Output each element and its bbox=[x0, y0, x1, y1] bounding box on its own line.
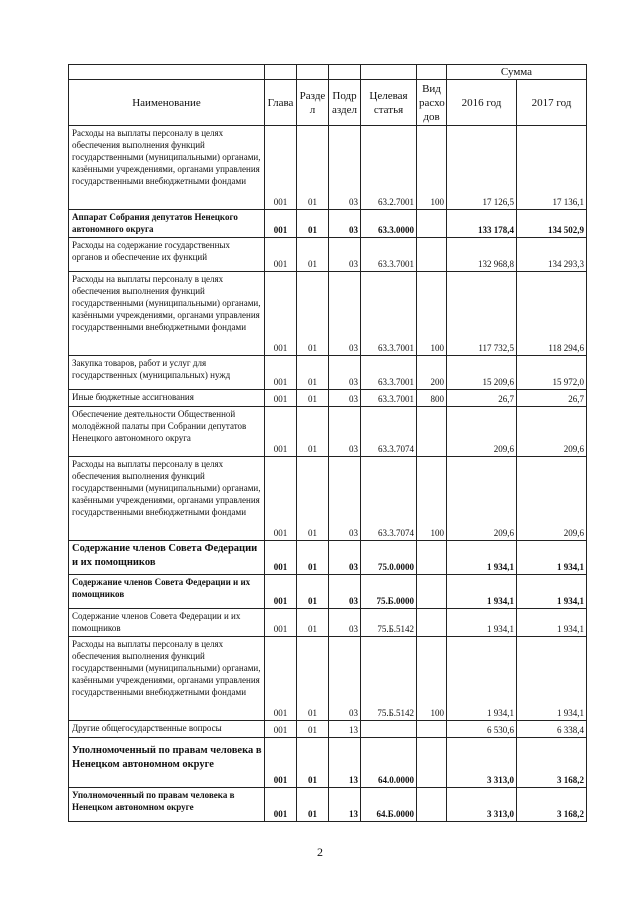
row-vid: 100 bbox=[417, 272, 447, 356]
table-row bbox=[69, 637, 587, 721]
row-podrazdel: 03 bbox=[329, 541, 361, 575]
row-2017: 1 934,1 bbox=[517, 609, 587, 637]
row-2016: 3 313,0 bbox=[447, 788, 517, 822]
table-row bbox=[69, 609, 587, 637]
row-2016: 1 934,1 bbox=[447, 637, 517, 721]
row-tselevaya: 75.Б.5142 bbox=[361, 637, 417, 721]
header-vid: Вид расхо дов bbox=[417, 80, 447, 126]
row-podrazdel: 13 bbox=[329, 738, 361, 788]
row-vid: 100 bbox=[417, 457, 447, 541]
row-2016: 17 126,5 bbox=[447, 126, 517, 210]
table-row bbox=[69, 210, 587, 238]
row-tselevaya: 64.Б.0000 bbox=[361, 788, 417, 822]
row-vid bbox=[417, 609, 447, 637]
row-razdel: 01 bbox=[297, 390, 329, 407]
row-glava: 001 bbox=[265, 609, 297, 637]
row-2017: 118 294,6 bbox=[517, 272, 587, 356]
row-2017: 209,6 bbox=[517, 407, 587, 457]
page-number: 2 bbox=[317, 845, 323, 859]
header-summa: Сумма bbox=[447, 65, 587, 80]
row-razdel: 01 bbox=[297, 238, 329, 272]
table-row bbox=[69, 238, 587, 272]
header-glava: Глава bbox=[265, 80, 297, 126]
table-row bbox=[69, 356, 587, 390]
row-tselevaya bbox=[361, 721, 417, 738]
row-tselevaya: 75.0.0000 bbox=[361, 541, 417, 575]
row-glava: 001 bbox=[265, 575, 297, 609]
row-vid: 100 bbox=[417, 126, 447, 210]
table-row bbox=[69, 541, 587, 575]
row-glava: 001 bbox=[265, 721, 297, 738]
row-2016: 1 934,1 bbox=[447, 575, 517, 609]
row-vid bbox=[417, 721, 447, 738]
row-name: Уполномоченный по правам человека в Ненецком автономном округе bbox=[69, 788, 265, 822]
row-glava: 001 bbox=[265, 210, 297, 238]
row-name: Иные бюджетные ассигнования bbox=[69, 390, 265, 407]
row-name: Обеспечение деятельности Общественной молодёжной палаты при Собрании депутатов Ненецкого автономного округа bbox=[69, 407, 265, 457]
row-2016: 132 968,8 bbox=[447, 238, 517, 272]
header-tselevaya: Целевая статья bbox=[361, 80, 417, 126]
row-2016: 3 313,0 bbox=[447, 738, 517, 788]
row-2016: 209,6 bbox=[447, 457, 517, 541]
row-glava: 001 bbox=[265, 272, 297, 356]
row-glava: 001 bbox=[265, 457, 297, 541]
row-razdel: 01 bbox=[297, 738, 329, 788]
row-2016: 1 934,1 bbox=[447, 541, 517, 575]
row-2017: 1 934,1 bbox=[517, 541, 587, 575]
row-name: Содержание членов Совета Федерации и их помощников bbox=[69, 609, 265, 637]
row-2017: 134 502,9 bbox=[517, 210, 587, 238]
row-2017: 26,7 bbox=[517, 390, 587, 407]
row-tselevaya: 63.3.7001 bbox=[361, 356, 417, 390]
row-name: Содержание членов Совета Федерации и их помощников bbox=[69, 541, 265, 575]
row-name: Расходы на выплаты персоналу в целях обеспечения выполнения функций государственными (муниципальными) органами, казёнными учреждениями, органами управления государственными внебюджетными фондами bbox=[69, 272, 265, 356]
row-2016: 117 732,5 bbox=[447, 272, 517, 356]
row-glava: 001 bbox=[265, 238, 297, 272]
budget-table-container bbox=[68, 64, 586, 822]
row-2016: 1 934,1 bbox=[447, 609, 517, 637]
row-2017: 209,6 bbox=[517, 457, 587, 541]
row-podrazdel: 03 bbox=[329, 457, 361, 541]
row-tselevaya: 75.Б.0000 bbox=[361, 575, 417, 609]
row-vid bbox=[417, 238, 447, 272]
row-2017: 3 168,2 bbox=[517, 788, 587, 822]
table-row bbox=[69, 457, 587, 541]
table-row bbox=[69, 721, 587, 738]
table-row bbox=[69, 126, 587, 210]
row-podrazdel: 03 bbox=[329, 126, 361, 210]
row-glava: 001 bbox=[265, 390, 297, 407]
row-podrazdel: 13 bbox=[329, 788, 361, 822]
row-glava: 001 bbox=[265, 407, 297, 457]
row-razdel: 01 bbox=[297, 721, 329, 738]
row-tselevaya: 63.3.0000 bbox=[361, 210, 417, 238]
row-vid: 800 bbox=[417, 390, 447, 407]
row-glava: 001 bbox=[265, 788, 297, 822]
row-tselevaya: 75.Б.5142 bbox=[361, 609, 417, 637]
table-row bbox=[69, 390, 587, 407]
row-2017: 6 338,4 bbox=[517, 721, 587, 738]
table-row bbox=[69, 738, 587, 788]
row-name: Расходы на выплаты персоналу в целях обеспечения выполнения функций государственными (муниципальными) органами, казёнными учреждениями, органами управления государственными внебюджетными фондами bbox=[69, 637, 265, 721]
row-razdel: 01 bbox=[297, 575, 329, 609]
row-podrazdel: 03 bbox=[329, 637, 361, 721]
row-razdel: 01 bbox=[297, 457, 329, 541]
row-name: Другие общегосударственные вопросы bbox=[69, 721, 265, 738]
table-row bbox=[69, 575, 587, 609]
header-2017: 2017 год bbox=[517, 80, 587, 126]
row-glava: 001 bbox=[265, 541, 297, 575]
row-razdel: 01 bbox=[297, 541, 329, 575]
row-2017: 3 168,2 bbox=[517, 738, 587, 788]
row-podrazdel: 03 bbox=[329, 356, 361, 390]
row-tselevaya: 63.3.7074 bbox=[361, 457, 417, 541]
row-2016: 15 209,6 bbox=[447, 356, 517, 390]
row-name: Закупка товаров, работ и услуг для государственных (муниципальных) нужд bbox=[69, 356, 265, 390]
row-vid: 100 bbox=[417, 637, 447, 721]
row-2017: 134 293,3 bbox=[517, 238, 587, 272]
row-glava: 001 bbox=[265, 126, 297, 210]
row-glava: 001 bbox=[265, 637, 297, 721]
row-name: Расходы на выплаты персоналу в целях обеспечения выполнения функций государственными (муниципальными) органами, казёнными учреждениями, органами управления государственными внебюджетными фондами bbox=[69, 457, 265, 541]
header-name: Наименование bbox=[69, 80, 265, 126]
row-vid: 200 bbox=[417, 356, 447, 390]
row-tselevaya: 63.2.7001 bbox=[361, 126, 417, 210]
row-2017: 17 136,1 bbox=[517, 126, 587, 210]
row-vid bbox=[417, 575, 447, 609]
row-razdel: 01 bbox=[297, 609, 329, 637]
row-2017: 1 934,1 bbox=[517, 575, 587, 609]
row-name: Расходы на выплаты персоналу в целях обеспечения выполнения функций государственными (муниципальными) органами, казёнными учреждениями, органами управления государственными внебюджетными фондами bbox=[69, 126, 265, 210]
row-razdel: 01 bbox=[297, 407, 329, 457]
row-podrazdel: 13 bbox=[329, 721, 361, 738]
row-2017: 1 934,1 bbox=[517, 637, 587, 721]
row-razdel: 01 bbox=[297, 126, 329, 210]
row-name: Аппарат Собрания депутатов Ненецкого автономного округа bbox=[69, 210, 265, 238]
row-vid bbox=[417, 541, 447, 575]
budget-table bbox=[68, 64, 587, 822]
row-vid bbox=[417, 407, 447, 457]
row-tselevaya: 63.3.7074 bbox=[361, 407, 417, 457]
header-2016: 2016 год bbox=[447, 80, 517, 126]
row-razdel: 01 bbox=[297, 210, 329, 238]
row-podrazdel: 03 bbox=[329, 210, 361, 238]
row-vid bbox=[417, 738, 447, 788]
table-row bbox=[69, 407, 587, 457]
header-podrazdel: Подр аздел bbox=[329, 80, 361, 126]
row-tselevaya: 63.3.7001 bbox=[361, 390, 417, 407]
table-row bbox=[69, 788, 587, 822]
row-podrazdel: 03 bbox=[329, 272, 361, 356]
row-2017: 15 972,0 bbox=[517, 356, 587, 390]
row-razdel: 01 bbox=[297, 788, 329, 822]
row-razdel: 01 bbox=[297, 356, 329, 390]
row-2016: 209,6 bbox=[447, 407, 517, 457]
row-2016: 26,7 bbox=[447, 390, 517, 407]
row-razdel: 01 bbox=[297, 637, 329, 721]
row-name: Содержание членов Совета Федерации и их помощников bbox=[69, 575, 265, 609]
row-vid bbox=[417, 210, 447, 238]
row-glava: 001 bbox=[265, 356, 297, 390]
row-2016: 6 530,6 bbox=[447, 721, 517, 738]
row-tselevaya: 63.3.7001 bbox=[361, 272, 417, 356]
row-podrazdel: 03 bbox=[329, 609, 361, 637]
row-name: Уполномоченный по правам человека в Ненецком автономном округе bbox=[69, 738, 265, 788]
table-row bbox=[69, 272, 587, 356]
row-podrazdel: 03 bbox=[329, 238, 361, 272]
row-name: Расходы на содержание государственных органов и обеспечение их функций bbox=[69, 238, 265, 272]
row-tselevaya: 64.0.0000 bbox=[361, 738, 417, 788]
row-glava: 001 bbox=[265, 738, 297, 788]
header-razdel: Разде л bbox=[297, 80, 329, 126]
row-podrazdel: 03 bbox=[329, 407, 361, 457]
row-podrazdel: 03 bbox=[329, 390, 361, 407]
row-razdel: 01 bbox=[297, 272, 329, 356]
row-2016: 133 178,4 bbox=[447, 210, 517, 238]
row-tselevaya: 63.3.7001 bbox=[361, 238, 417, 272]
row-podrazdel: 03 bbox=[329, 575, 361, 609]
row-vid bbox=[417, 788, 447, 822]
